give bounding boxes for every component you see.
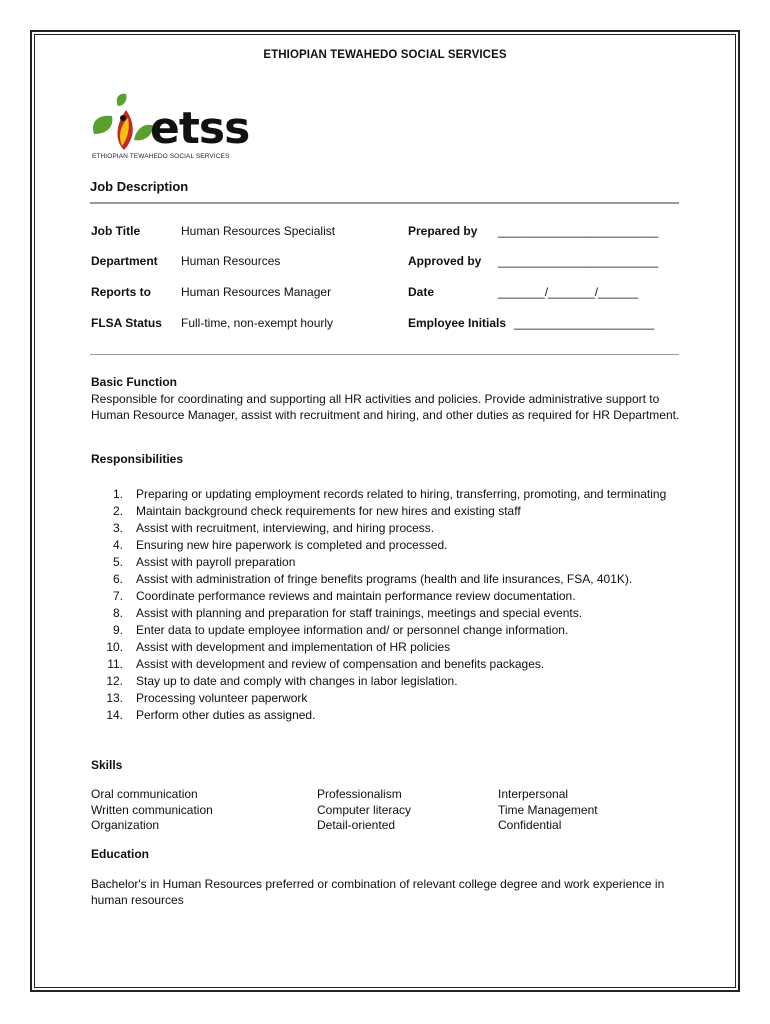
prepared-by-label: Prepared by — [408, 224, 478, 238]
basic-function-text: Responsible for coordinating and supporting all HR activities and policies. Provide administrative support to Human Resource Manager, assist with recruitment and hiring, and other duties as required for HR Department. — [91, 392, 680, 422]
list-item — [91, 605, 681, 622]
logo-wordmark: etss — [150, 103, 250, 154]
list-item-text: Ensuring new hire paperwork is completed and processed. — [136, 538, 448, 552]
skill-item: Oral communication — [91, 787, 198, 801]
basic-function-heading: Basic Function — [91, 375, 178, 389]
list-item-number: 6. — [112, 572, 123, 586]
list-item-text: Preparing or updating employment records related to hiring, transferring, promoting, and terminating — [136, 487, 667, 501]
list-item-number: 7. — [112, 589, 123, 603]
reports-to-label: Reports to — [91, 285, 151, 299]
skill-item: Organization — [91, 818, 160, 832]
skills-heading: Skills — [91, 758, 123, 772]
list-item-text: Maintain background check requirements for new hires and existing staff — [136, 504, 521, 518]
employee-initials-label: Employee Initials — [408, 316, 507, 330]
list-item-text: Assist with payroll preparation — [136, 555, 296, 569]
list-item-number: 10. — [106, 640, 123, 654]
responsibilities-heading: Responsibilities — [91, 452, 184, 466]
divider — [90, 354, 679, 355]
list-item-text: Assist with recruitment, interviewing, and hiring process. — [136, 521, 435, 535]
education-heading: Education — [91, 847, 150, 861]
skills-column-2 — [317, 787, 411, 834]
employee-initials-field: _____________________ — [514, 316, 655, 330]
list-item-number: 13. — [106, 691, 123, 705]
skill-item: Detail-oriented — [317, 818, 396, 832]
reports-to-value: Human Resources Manager — [181, 285, 332, 299]
list-item-text: Enter data to update employee information and/ or personnel change information. — [136, 623, 569, 637]
list-item — [91, 520, 681, 537]
skill-item: Computer literacy — [317, 802, 412, 817]
list-item — [91, 503, 681, 520]
list-item — [91, 673, 681, 690]
prepared-by-field: ________________________ — [498, 224, 659, 238]
list-item-text: Stay up to date and comply with changes in labor legislation. — [136, 674, 458, 688]
skill-item: Professionalism — [317, 787, 402, 801]
list-item-text: Perform other duties as assigned. — [136, 708, 316, 722]
list-item-number: 1. — [112, 487, 123, 501]
list-item — [91, 588, 681, 605]
list-item-text: Processing volunteer paperwork — [136, 691, 308, 705]
skill-item: Interpersonal — [498, 787, 569, 801]
date-label: Date — [408, 285, 435, 299]
list-item-number: 3. — [112, 521, 123, 535]
list-item-number: 12. — [106, 674, 123, 688]
responsibilities-list — [91, 486, 681, 724]
list-item-text: Assist with administration of fringe benefits programs (health and life insurances, FSA, 401K). — [136, 572, 633, 586]
list-item — [91, 554, 681, 571]
list-item-number: 5. — [112, 555, 123, 569]
skills-column-3 — [498, 787, 598, 834]
list-item-text: Assist with development and implementation of HR policies — [136, 640, 451, 654]
list-item — [91, 656, 681, 673]
skill-item: Written communication — [91, 802, 213, 817]
date-field: _______/_______/______ — [498, 285, 639, 299]
list-item — [91, 639, 681, 656]
skill-item: Confidential — [498, 818, 562, 832]
department-value: Human Resources — [181, 254, 281, 268]
list-item-text: Coordinate performance reviews and maintain performance review documentation. — [136, 589, 576, 603]
flsa-status-value: Full-time, non-exempt hourly — [181, 316, 334, 330]
organization-title: ETHIOPIAN TEWAHEDO SOCIAL SERVICES — [263, 49, 507, 61]
list-item — [91, 486, 681, 503]
job-description-title: Job Description — [90, 179, 189, 194]
list-item — [91, 690, 681, 707]
job-title-value: Human Resources Specialist — [181, 224, 336, 238]
department-label: Department — [91, 254, 158, 268]
list-item-number: 11. — [107, 657, 123, 671]
list-item-text: Assist with planning and preparation for staff trainings, meetings and special events. — [136, 606, 583, 620]
list-item-number: 2. — [112, 504, 123, 518]
logo-subtitle: ETHIOPIAN TEWAHEDO SOCIAL SERVICES — [92, 153, 230, 160]
job-title-label: Job Title — [91, 224, 141, 238]
skill-item: Time Management — [498, 802, 598, 817]
approved-by-field: ________________________ — [498, 254, 659, 268]
list-item — [91, 571, 681, 588]
list-item — [91, 707, 681, 724]
list-item — [91, 537, 681, 554]
flsa-status-label: FLSA Status — [91, 316, 162, 330]
list-item-number: 8. — [112, 606, 123, 620]
list-item-number: 9. — [112, 623, 123, 637]
skills-column-1 — [91, 787, 213, 834]
list-item-number: 14. — [106, 708, 123, 722]
list-item-text: Assist with development and review of compensation and benefits packages. — [136, 657, 545, 671]
list-item — [91, 622, 681, 639]
divider — [90, 202, 679, 204]
education-text: Bachelor's in Human Resources preferred or combination of relevant college degree and work experience in human resources — [91, 877, 665, 907]
list-item-number: 4. — [112, 538, 123, 552]
approved-by-label: Approved by — [408, 254, 482, 268]
